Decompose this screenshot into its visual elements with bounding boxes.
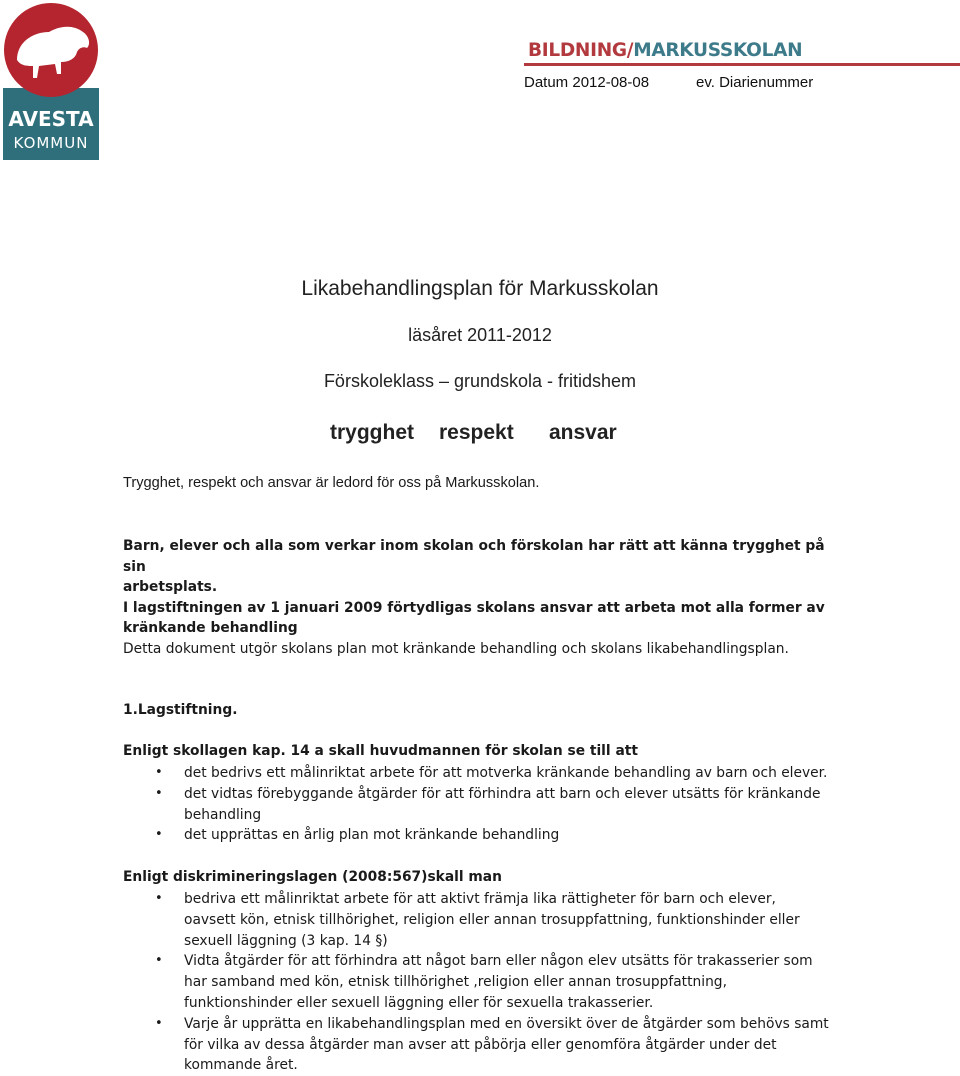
rights-paragraph bbox=[123, 536, 843, 639]
bullet-icon: • bbox=[155, 891, 163, 906]
logo-line1: AVESTA bbox=[8, 107, 94, 131]
logo-line2: KOMMUN bbox=[13, 134, 89, 152]
bullet-icon: • bbox=[155, 785, 163, 801]
list-item-continuation: behandling bbox=[184, 806, 262, 823]
skollagen-list bbox=[123, 763, 843, 846]
value-ansvar: ansvar bbox=[549, 421, 617, 444]
list-item-continuation: kommande året. bbox=[184, 1057, 298, 1074]
list-item: • det upprättas en årlig plan mot kränkande behandling bbox=[123, 825, 843, 846]
rights-line-2: arbetsplats. bbox=[123, 579, 218, 595]
bullet-icon: • bbox=[155, 765, 163, 780]
value-trygghet: trygghet bbox=[330, 421, 414, 444]
list-item-continuation: funktionshinder eller sexuell läggning eller för sexuella trakasserier. bbox=[184, 994, 654, 1011]
diskriminering-list bbox=[123, 889, 843, 1076]
intro-paragraph: Trygghet, respekt och ansvar är ledord för oss på Markusskolan. bbox=[123, 475, 540, 491]
purpose-paragraph: Detta dokument utgör skolans plan mot kränkande behandling och skolans likabehandlingsplan. bbox=[123, 641, 789, 657]
document-date: Datum 2012-08-08 bbox=[524, 74, 650, 91]
bullet-icon: • bbox=[155, 1015, 163, 1031]
skollagen-heading: Enligt skollagen kap. 14 a skall huvudmannen för skolan se till att bbox=[123, 743, 638, 759]
law-line-1: I lagstiftningen av 1 januari 2009 förtydligas skolans ansvar att arbeta mot alla former av bbox=[123, 599, 825, 616]
law-line-2: kränkande behandling bbox=[123, 620, 298, 636]
department-banner bbox=[524, 40, 960, 66]
list-item-continuation: har samband med kön, etnisk tillhörighet ,religion eller annan trosuppfattning, bbox=[184, 974, 727, 991]
banner-left: BILDNING/ bbox=[528, 40, 634, 61]
banner-right: MARKUSSKOLAN bbox=[633, 40, 803, 61]
banner-title bbox=[524, 40, 960, 62]
list-item: • bedriva ett målinriktat arbete för att aktivt främja lika rättigheter för barn och elever, bbox=[123, 889, 843, 910]
bullet-icon: • bbox=[155, 827, 163, 843]
school-year: läsåret 2011-2012 bbox=[408, 325, 552, 345]
list-item-continuation: oavsett kön, etnisk tillhörighet, religion eller annan trosuppfattning, funktionshinder eller bbox=[184, 911, 800, 928]
bullet-icon: • bbox=[155, 953, 163, 969]
banner-rule bbox=[524, 63, 960, 66]
list-item: • Vidta åtgärder för att förhindra att något barn eller någon elev utsätts för trakasserier som bbox=[123, 951, 843, 972]
list-item: • Varje år upprätta en likabehandlingsplan med en översikt över de åtgärder som behövs samt bbox=[123, 1014, 843, 1035]
page-title: Likabehandlingsplan för Markusskolan bbox=[301, 277, 659, 300]
list-item-continuation: sexuell läggning (3 kap. 14 §) bbox=[184, 932, 388, 949]
diskriminering-heading: Enligt diskrimineringslagen (2008:567)skall man bbox=[123, 869, 502, 885]
rights-line-1: Barn, elever och alla som verkar inom skolan och förskolan har rätt att känna trygghet på sin bbox=[123, 538, 825, 575]
avesta-kommun-logo bbox=[3, 2, 99, 160]
value-respekt: respekt bbox=[439, 421, 514, 444]
school-levels: Förskoleklass – grundskola - fritidshem bbox=[323, 371, 637, 391]
list-item-continuation: för vilka av dessa åtgärder man avser att påbörja eller genomföra åtgärder under det bbox=[184, 1036, 777, 1053]
diarienummer: ev. Diarienummer bbox=[696, 74, 814, 91]
list-item: • det bedrivs ett målinriktat arbete för att motverka kränkande behandling av barn och elever. bbox=[123, 763, 843, 784]
section-heading-lagstiftning: 1.Lagstiftning. bbox=[123, 702, 238, 718]
list-item: • det vidtas förebyggande åtgärder för att förhindra att barn och elever utsätts för kränkande bbox=[123, 784, 843, 805]
